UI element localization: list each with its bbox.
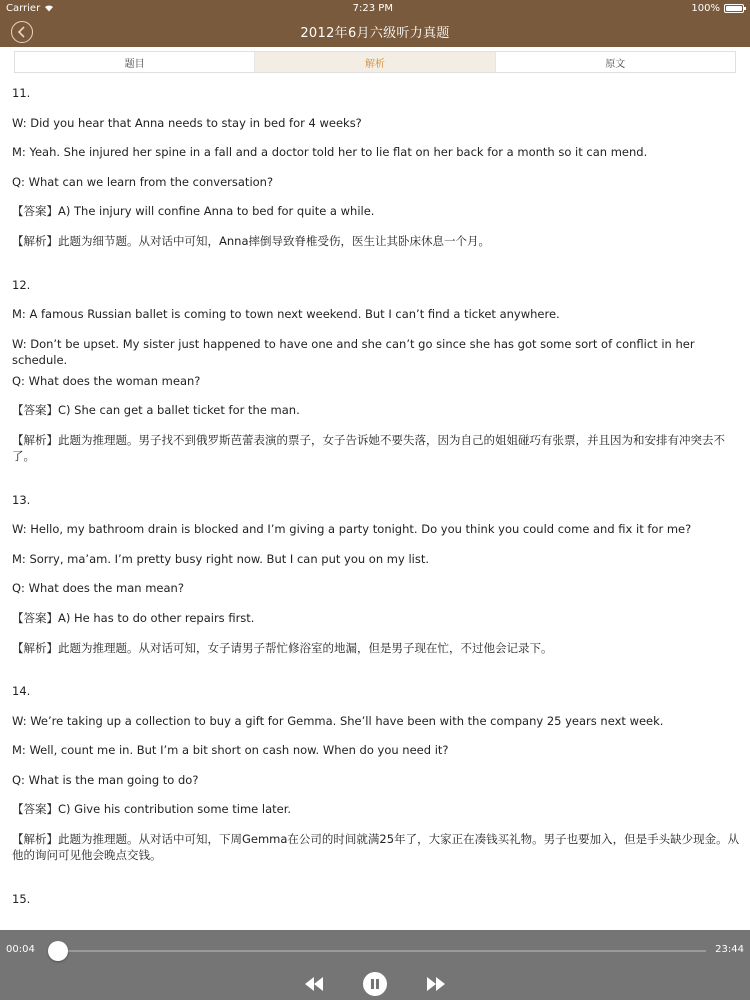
analysis-line: 【解析】此题为细节题。从对话中可知，Anna摔倒导致脊椎受伤，医生让其卧床休息一个月。 <box>12 233 490 248</box>
audio-player <box>0 930 750 1000</box>
total-time: 23:44 <box>715 944 744 955</box>
dialogue-line-m: M: A famous Russian ballet is coming to town next weekend. But I can’t find a ticket anywhere. <box>12 307 560 322</box>
progress-track[interactable] <box>56 950 706 952</box>
fast-forward-icon <box>425 975 447 993</box>
tab-questions[interactable]: 题目 <box>15 52 255 72</box>
rewind-icon <box>303 975 325 993</box>
battery-fill <box>726 6 742 11</box>
answer-line: 【答案】A) The injury will confine Anna to bed for quite a while. <box>12 204 375 219</box>
wifi-icon <box>44 4 54 12</box>
page-title: 2012年6月六级听力真题 <box>300 26 450 41</box>
dialogue-line-w: W: Don’t be upset. My sister just happened to have one and she can’t go since she has got some sort of conflict in her schedule. <box>12 336 695 367</box>
dialogue-line-w: W: We’re taking up a collection to buy a gift for Gemma. She’ll have been with the company 25 years next week. <box>12 713 664 728</box>
dialogue-line-m: M: Sorry, ma’am. I’m pretty busy right now. But I can put you on my list. <box>12 551 429 566</box>
rewind-button[interactable] <box>303 975 325 993</box>
pause-button[interactable] <box>363 972 387 996</box>
answer-line: 【答案】A) He has to do other repairs first. <box>12 610 255 625</box>
analysis-content[interactable] <box>12 80 740 930</box>
tab-bar <box>14 51 736 73</box>
analysis-line: 【解析】此题为推理题。男子找不到俄罗斯芭蕾表演的票子，女子告诉她不要失落，因为自己的姐姐碰巧有张票，并且因为和安排有冲突去不了。 <box>12 432 725 463</box>
question-line: Q: What does the woman mean? <box>12 373 201 388</box>
nav-bar <box>0 16 750 47</box>
answer-line: 【答案】C) Give his contribution some time later. <box>12 802 292 817</box>
question-block-14 <box>12 678 740 886</box>
question-number: 13. <box>12 492 31 507</box>
dialogue-line-w: W: Did you hear that Anna needs to stay in bed for 4 weeks? <box>12 115 362 130</box>
dialogue-line-w: W: Hello, my bathroom drain is blocked and I’m giving a party tonight. Do you think you could come and fix it for me? <box>12 522 692 537</box>
carrier-label: Carrier <box>6 2 41 14</box>
answer-line: 【答案】C) She can get a ballet ticket for the man. <box>12 403 300 418</box>
progress-slider-knob[interactable] <box>48 941 68 961</box>
dialogue-line-m: M: Well, count me in. But I’m a bit short on cash now. When do you need it? <box>12 743 449 758</box>
question-line: Q: What does the man mean? <box>12 581 184 596</box>
status-bar <box>0 0 750 16</box>
question-block-15 <box>12 886 740 916</box>
analysis-line: 【解析】此题为推理题。从对话可知，女子请男子帮忙修浴室的地漏，但是男子现在忙，不过他会记录下。 <box>12 640 553 655</box>
tab-analysis[interactable]: 解析 <box>255 52 495 72</box>
question-number: 12. <box>12 277 31 292</box>
battery-percent: 100% <box>691 2 720 14</box>
back-button[interactable] <box>11 21 33 43</box>
question-block-12 <box>12 272 740 487</box>
question-block-13 <box>12 487 740 679</box>
pause-icon <box>369 978 381 990</box>
fast-forward-button[interactable] <box>425 975 447 993</box>
battery-icon <box>724 4 744 13</box>
question-line: Q: What is the man going to do? <box>12 772 199 787</box>
question-number: 11. <box>12 86 31 100</box>
question-number: 14. <box>12 684 31 699</box>
back-chevron-icon <box>17 26 27 38</box>
tab-transcript[interactable]: 原文 <box>605 58 626 70</box>
current-time: 00:04 <box>6 944 35 955</box>
dialogue-line-m: M: Yeah. She injured her spine in a fall and a doctor told her to lie flat on her back for a month so it can mend. <box>12 145 648 160</box>
status-right <box>691 3 744 14</box>
playback-controls <box>0 970 750 998</box>
status-time: 7:23 PM <box>352 2 393 14</box>
status-left <box>6 3 54 14</box>
analysis-line: 【解析】此题为推理题。从对话中可知，下周Gemma在公司的时间就满25年了，大家正在凑钱买礼物。男子也要加入，但是手头缺少现金。从他的询问可见他会晚点交钱。 <box>12 832 740 863</box>
question-line: Q: What can we learn from the conversation? <box>12 174 274 189</box>
question-number: 15. <box>12 891 31 906</box>
question-block-11 <box>12 80 740 272</box>
